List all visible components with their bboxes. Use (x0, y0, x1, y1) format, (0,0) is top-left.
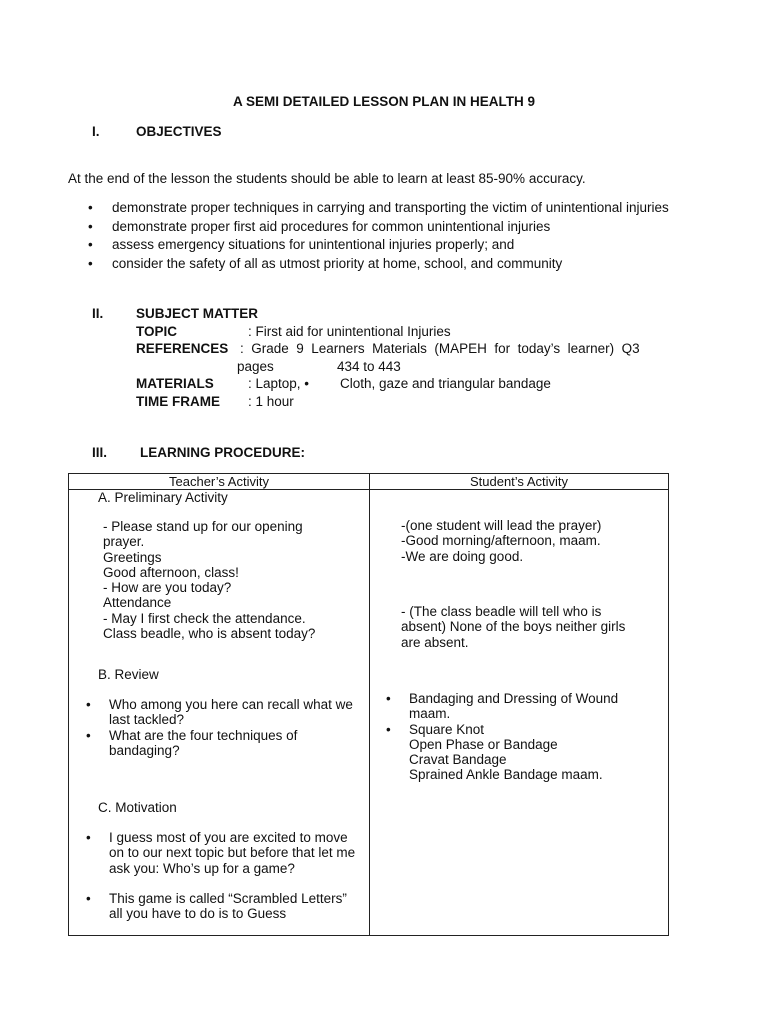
list-item: • consider the safety of all as utmost priority at home, school, and community (88, 255, 698, 272)
text-line: - (The class beadle will tell who is (401, 604, 602, 619)
topic-key: TOPIC (136, 324, 178, 339)
section-number: II. (92, 306, 104, 321)
references-pages-label: pages (237, 359, 274, 374)
section-label: OBJECTIVES (136, 124, 222, 139)
review-teacher-list (86, 697, 364, 758)
column-divider (369, 474, 370, 935)
objectives-list (88, 199, 698, 273)
text-line: • Square Knot (409, 721, 485, 737)
preliminary-student-text-2 (401, 604, 665, 650)
text-line: Cravat Bandage (409, 752, 507, 768)
materials-key: MATERIALS (136, 376, 214, 391)
text-line: Class beadle, who is absent today? (103, 626, 316, 642)
list-item: • Bandaging and Dressing of Wound maam. (386, 691, 656, 722)
header-student-activity: Student’s Activity (469, 474, 569, 489)
text-line: prayer. (103, 534, 145, 550)
text-line: Attendance (103, 595, 172, 611)
text-line: absent) None of the boys neither girls (401, 619, 626, 635)
preliminary-heading: A. Preliminary Activity (98, 490, 228, 505)
timeframe-value: : 1 hour (248, 394, 294, 409)
text-line: Open Phase or Bandage (409, 736, 558, 752)
timeframe-key: TIME FRAME (136, 394, 220, 409)
materials-row (136, 375, 551, 392)
list-item: • assess emergency situations for unintentional injuries properly; and (88, 236, 698, 253)
references-key: REFERENCES (136, 341, 229, 356)
preliminary-student-text-1 (401, 518, 663, 564)
text-line: - Please stand up for our opening (103, 519, 303, 534)
section-label: LEARNING PROCEDURE: (140, 445, 306, 460)
document-title: A SEMI DETAILED LESSON PLAN IN HEALTH 9 (232, 94, 536, 109)
references-pages-value: 434 to 443 (337, 359, 401, 374)
materials-value-a: : Laptop, • (248, 376, 310, 391)
topic-row (136, 323, 451, 340)
references-continuation (237, 358, 401, 375)
text-line: - May I first check the attendance. (103, 610, 306, 626)
motivation-heading: C. Motivation (98, 800, 177, 815)
topic-value: : First aid for unintentional Injuries (248, 324, 451, 339)
activity-table (68, 473, 669, 936)
section-number: I. (92, 124, 100, 139)
timeframe-row (136, 393, 294, 410)
text-line: Good afternoon, class! (103, 564, 239, 580)
objectives-intro: At the end of the lesson the students should be able to learn at least 85-90% accuracy. (68, 171, 586, 186)
text-line: -We are doing good. (401, 548, 524, 564)
text-line: are absent. (401, 634, 469, 650)
list-item (386, 722, 656, 783)
text-line: Sprained Ankle Bandage maam. (409, 767, 603, 783)
text-line: -Good morning/afternoon, maam. (401, 533, 601, 549)
list-item: • This game is called “Scrambled Letters” all you have to do is to Guess (86, 891, 358, 922)
list-item: • What are the four techniques of bandaging? (86, 728, 364, 759)
materials-value-b: Cloth, gaze and triangular bandage (340, 376, 551, 391)
references-row (136, 340, 700, 357)
list-item: • I guess most of you are excited to move on to our next topic but before that let me ask you: Who’s up for a game? (86, 830, 358, 876)
section-number: III. (92, 445, 108, 460)
review-heading: B. Review (98, 667, 159, 682)
preliminary-teacher-text (103, 519, 365, 641)
text-line: - How are you today? (103, 580, 232, 596)
section-label: SUBJECT MATTER (136, 306, 259, 321)
text-line: Greetings (103, 549, 162, 565)
motivation-teacher-list (86, 830, 358, 921)
list-item: • demonstrate proper first aid procedures for common unintentional injuries (88, 218, 698, 235)
text-line: -(one student will lead the prayer) (401, 518, 602, 533)
header-teacher-activity: Teacher’s Activity (169, 474, 269, 489)
references-value: : Grade 9 Learners Materials (MAPEH for today’s learner) Q3 (240, 341, 640, 356)
list-item: • Who among you here can recall what we last tackled? (86, 697, 364, 728)
review-student-list (386, 691, 656, 783)
list-item: • demonstrate proper techniques in carrying and transporting the victim of unintentional injuries (88, 199, 698, 216)
